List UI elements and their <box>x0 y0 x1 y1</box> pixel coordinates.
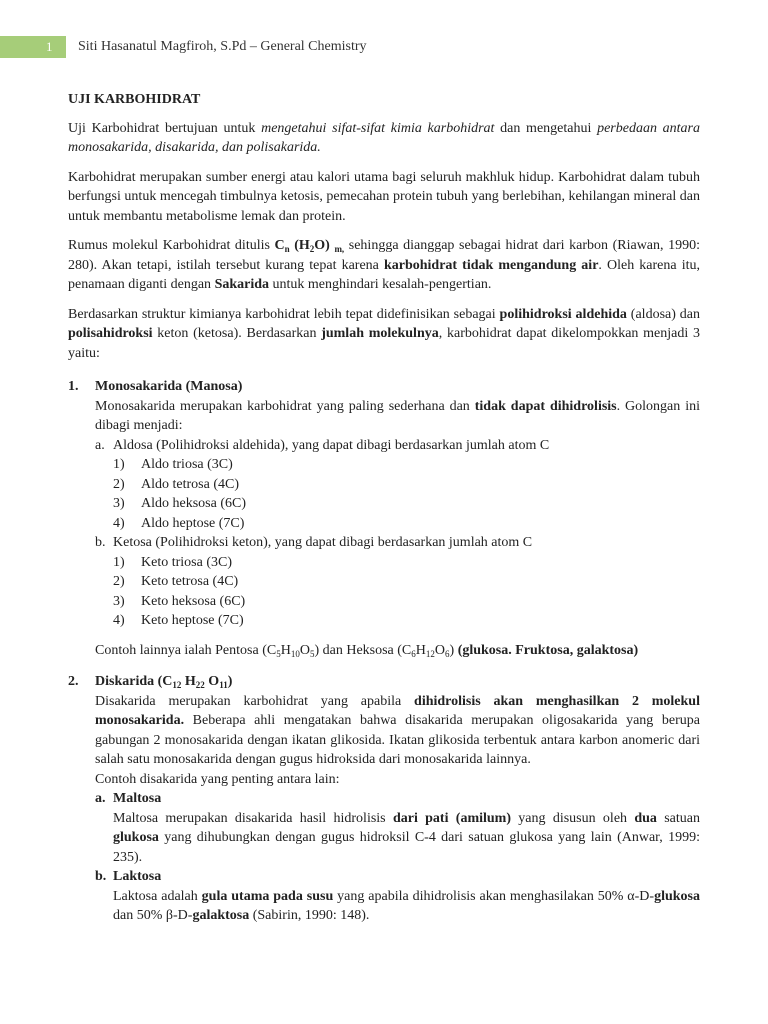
paragraph-3 <box>68 236 700 295</box>
list-item-text: Keto heptose (7C) <box>141 613 244 628</box>
examples-intro: Contoh disakarida yang penting antara lain: <box>95 771 340 787</box>
text: Beberapa ahli mengatakan bahwa disakarida merupakan oligosakarida yang berupa gabungan 2 monosakarida dengan ikatan glikosida. Ikatan glikosida terbentuk antara karbon anomeric dari salah satu monosakarida dengan gugus hidroksida dari monosakarida lainnya. <box>95 713 700 767</box>
list-item <box>113 494 700 514</box>
text: dan 50% β-D- <box>113 908 193 923</box>
list-item-number: 2) <box>113 476 125 492</box>
formula-sub: 6 <box>411 648 416 659</box>
list-item-number: 1) <box>113 554 125 570</box>
text: ) <box>449 642 458 658</box>
list-item <box>113 611 700 631</box>
text: Maltosa merupakan disakarida hasil hidrolisis <box>113 810 393 826</box>
text: dan mengetahui <box>494 120 598 136</box>
list-item-number: 3) <box>113 496 125 511</box>
section-title: H <box>181 674 196 689</box>
bold-text: tidak dapat dihidrolisis <box>474 398 617 414</box>
text: satuan <box>656 810 700 826</box>
formula-sub: 6 <box>445 648 450 659</box>
section-number: 1. <box>68 379 79 394</box>
text: O <box>299 642 310 658</box>
section-heading <box>68 672 700 692</box>
text: (aldosa) dan <box>626 306 700 322</box>
bold-text: dari pati (amilum) <box>392 810 511 826</box>
header-title: Siti Hasanatul Magfiroh, S.Pd – General Chemistry <box>78 39 367 54</box>
subsection-laktosa <box>95 867 700 926</box>
bold-text: polihidroksi aldehida <box>499 306 627 322</box>
text: . Golongan ini dibagi menjadi: <box>95 398 700 433</box>
text: H <box>280 642 291 658</box>
subsection-letter: a. <box>95 437 105 453</box>
text: yang apabila dihidrolisis akan menghasilakan 50% α-D- <box>333 888 655 904</box>
bold-text: dihidrolisis akan menghasilkan 2 molekul monosakarida. <box>95 693 700 728</box>
example-line <box>95 641 700 661</box>
section-title: O <box>204 674 220 689</box>
document-title: UJI KARBOHIDRAT <box>68 92 201 107</box>
section-monosakarida <box>68 377 700 660</box>
subsection-text <box>113 887 700 926</box>
text: sehingga dianggap sebagai hidrat dari karbon (Riawan, 1990: 280). Akan tetapi, istilah tersebut kurang tepat karena <box>68 238 700 273</box>
text: Monosakarida merupakan karbohidrat yang paling sederhana dan <box>95 398 475 414</box>
italic-text: perbedaan antara monosakarida, disakarida, dan polisakarida. <box>68 120 700 155</box>
subsection-maltosa <box>95 789 700 867</box>
bold-text: glukosa <box>654 888 700 904</box>
bold-text: polisahidroksi <box>68 326 153 341</box>
bold-text: galaktosa <box>192 908 250 923</box>
subsection-text: Aldosa (Polihidroksi aldehida), yang dapat dibagi berdasarkan jumlah atom C <box>113 437 550 453</box>
bold-text: gula utama pada susu <box>201 888 334 904</box>
subsection-letter: b. <box>95 535 106 550</box>
subsection-text: Ketosa (Polihidroksi keton), yang dapat dibagi berdasarkan jumlah atom C <box>113 535 533 550</box>
paragraph-4 <box>68 305 700 364</box>
formula-sub: 12 <box>425 648 435 659</box>
section-title: Diskarida (C <box>95 674 173 689</box>
formula-sub: 22 <box>195 680 205 690</box>
subsection-letter: b. <box>95 869 107 884</box>
list-item-text: Aldo heptose (7C) <box>141 515 245 531</box>
text: Disakarida merupakan karbohidrat yang apabila <box>95 693 415 709</box>
formula-sub: 5 <box>309 648 315 659</box>
list-item-text: Aldo heksosa (6C) <box>141 496 246 511</box>
bold-text: karbohidrat tidak mengandung air <box>383 257 599 273</box>
text: H <box>415 642 426 658</box>
section-description <box>95 692 700 770</box>
section-number: 2. <box>68 674 79 689</box>
text: O <box>434 642 446 658</box>
text: Uji Karbohidrat bertujuan untuk <box>68 120 262 136</box>
section-description <box>95 397 700 436</box>
list-item <box>113 455 700 475</box>
italic-text: mengetahui sifat-sifat kimia karbohidrat <box>261 120 495 136</box>
subsection-letter: a. <box>95 791 106 806</box>
list-item-text: Keto heksosa (6C) <box>141 593 246 609</box>
list-item <box>113 553 700 573</box>
page-header <box>0 36 768 58</box>
subsection-text <box>113 809 700 868</box>
list-item-text: Aldo triosa (3C) <box>141 457 233 472</box>
bold-text: jumlah molekulnya <box>321 326 439 341</box>
text: yang disusun oleh <box>511 810 635 826</box>
formula-sub: m, <box>334 244 345 254</box>
text: , karbohidrat dapat dikelompokkan menjadi 3 yaitu: <box>68 326 700 361</box>
subsection-aldosa <box>95 436 700 456</box>
text: keton (ketosa). Berdasarkan <box>152 326 322 341</box>
list-item-number: 3) <box>113 593 125 609</box>
formula-sub: 11 <box>219 680 228 690</box>
list-item <box>113 475 700 495</box>
section-disakarida <box>68 672 700 926</box>
section-title: ) <box>227 674 233 689</box>
paragraph-2: Karbohidrat merupakan sumber energi atau kalori utama bagi seluruh makhluk hidup. Karbohidrat dalam tubuh berfungsi untuk mencegah timbulnya ketosis, pemecahan protein tubuh yang berlebihan, kehilangan mineral dan untuk membantu metabolisme lemak dan protein. <box>68 169 700 224</box>
subsection-ketosa <box>95 533 700 553</box>
text: (Sabirin, 1990: 148). <box>249 908 370 923</box>
bold-text: Sakarida <box>214 277 270 292</box>
list-item-text: Aldo tetrosa (4C) <box>141 476 239 492</box>
text: Laktosa adalah <box>113 888 202 904</box>
aldosa-list <box>95 455 700 533</box>
formula: O) <box>314 238 335 253</box>
list-item-text: Keto triosa (3C) <box>141 554 232 570</box>
formula-sub: 5 <box>276 648 281 659</box>
document-body <box>68 90 700 926</box>
bold-text: (glukosa. Fruktosa, galaktosa) <box>457 642 639 658</box>
formula-sub: 10 <box>290 648 300 659</box>
formula-sub: n <box>284 244 290 254</box>
formula-sub: 12 <box>172 680 182 690</box>
page-number: 1 <box>46 39 53 54</box>
text: Berdasarkan struktur kimianya karbohidrat lebih tepat didefinisikan sebagai <box>68 306 500 322</box>
paragraph-1 <box>68 119 700 158</box>
list-item <box>113 572 700 592</box>
text: untuk menghindari kesalah-pengertian. <box>269 277 492 292</box>
list-item-number: 4) <box>113 515 125 531</box>
text: ) dan Heksosa (C <box>314 642 412 658</box>
ketosa-list <box>95 553 700 631</box>
bold-text: glukosa <box>113 830 159 845</box>
list-item <box>113 592 700 612</box>
section-heading <box>68 377 700 397</box>
text: yang dihubungkan dengan gugus hidroksil C-4 dari satuan glukosa yang lain (Anwar, 1999: 235). <box>113 830 700 865</box>
list-item-number: 1) <box>113 457 125 472</box>
list-item-number: 4) <box>113 613 125 628</box>
bold-text: dua <box>634 810 657 826</box>
text: . Oleh karena itu, penamaan diganti dengan <box>68 257 700 292</box>
list-item <box>113 514 700 534</box>
list-item-text: Keto tetrosa (4C) <box>141 574 239 589</box>
formula-sub: 2 <box>309 244 315 254</box>
subsection-title: Laktosa <box>113 869 162 884</box>
section-title: Monosakarida (Manosa) <box>95 379 243 394</box>
subsection-title: Maltosa <box>113 791 162 806</box>
list-item-number: 2) <box>113 574 125 589</box>
text: Contoh lainnya ialah Pentosa (C <box>95 642 277 658</box>
page-number-badge <box>0 36 66 58</box>
formula: C <box>274 238 285 253</box>
formula: (H <box>289 238 310 253</box>
text: Rumus molekul Karbohidrat ditulis <box>68 238 275 253</box>
